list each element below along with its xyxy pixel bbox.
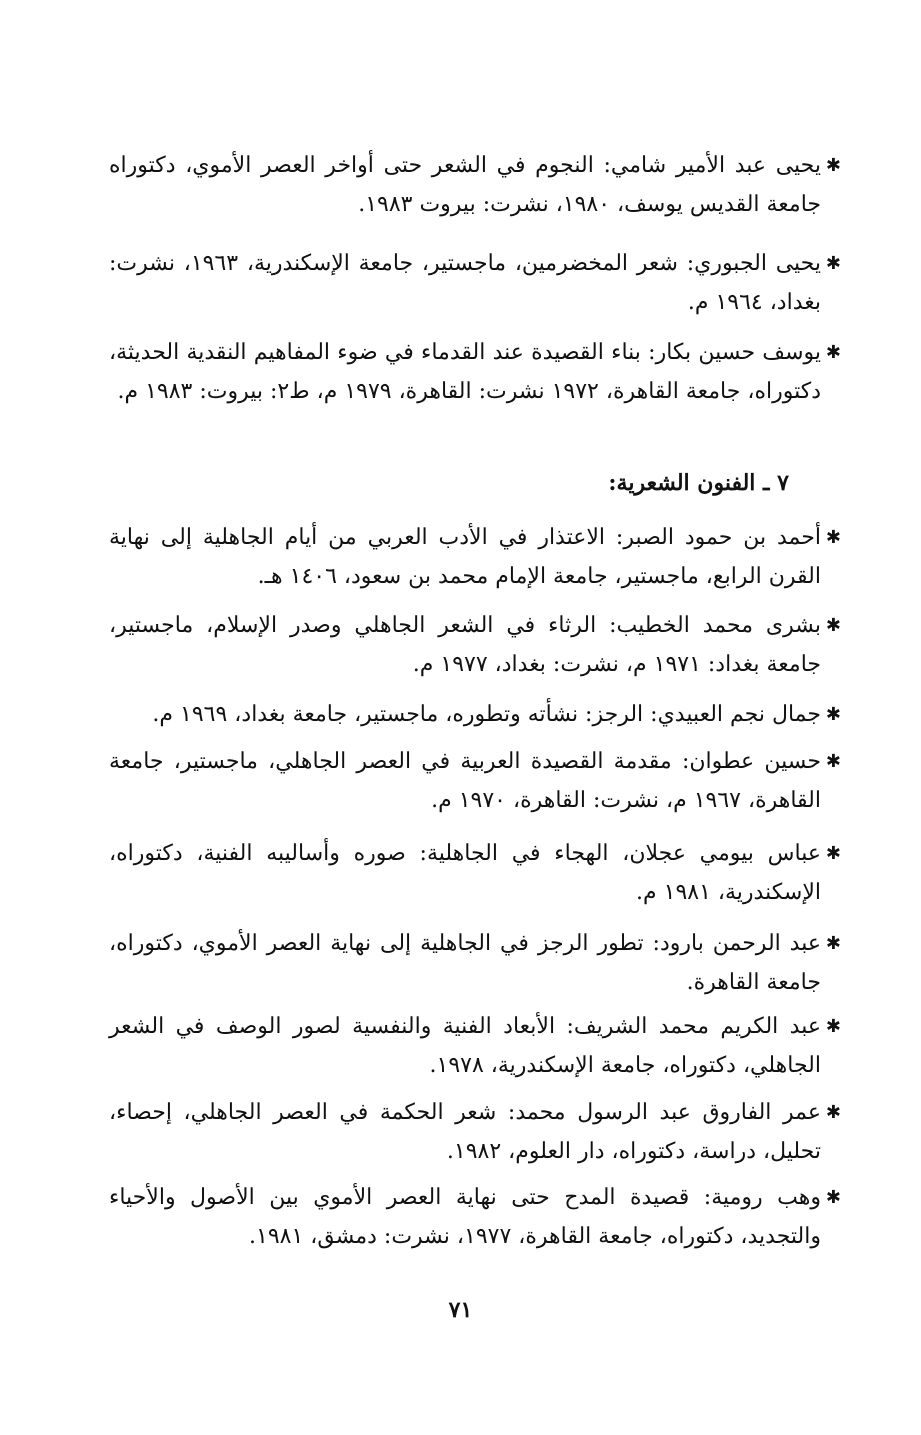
entry-text: عبد الكريم محمد الشريف: الأبعاد الفنية والنفسية لصور الوصف في الشعر الجاهلي، دكتوراه، جامعة الإسكندرية، ١٩٧٨. [109,1014,821,1078]
entry-text: بشرى محمد الخطيب: الرثاء في الشعر الجاهلي وصدر الإسلام، ماجستير، جامعة بغداد: ١٩٧١ م، نشرت: بغداد، ١٩٧٧ م. [109,613,821,677]
bibliography-entry [109,695,841,734]
bibliography-entry [109,146,841,224]
bullet-icon: ✱ [825,155,841,176]
bullet-icon: ✱ [825,843,841,864]
entry-text: جمال نجم العبيدي: الرجز: نشأته وتطوره، ماجستير، جامعة بغداد، ١٩٦٩ م. [152,702,821,727]
entry-text: أحمد بن حمود الصبر: الاعتذار في الأدب العربي من أيام الجاهلية إلى نهاية القرن الرابع، ماجستير، جامعة الإمام محمد بن سعود، ١٤٠٦ هـ. [109,525,821,589]
page-number: ٧١ [448,1297,473,1323]
bullet-icon: ✱ [825,751,841,772]
entry-text: يحيى عبد الأمير شامي: النجوم في الشعر حتى أواخر العصر الأموي، دكتوراه جامعة القديس يوسف، ١٩٨٠، نشرت: بيروت ١٩٨٣. [109,153,821,217]
bullet-icon: ✱ [825,933,841,954]
bullet-icon: ✱ [825,615,841,636]
entry-text: يحيى الجبوري: شعر المخضرمين، ماجستير، جامعة الإسكندرية، ١٩٦٣، نشرت: بغداد، ١٩٦٤ م. [109,251,821,315]
bullet-icon: ✱ [825,527,841,548]
bibliography-entry [109,333,841,411]
bibliography-entry [109,1007,841,1085]
bullet-icon: ✱ [825,253,841,274]
entry-text: يوسف حسين بكار: بناء القصيدة عند القدماء في ضوء المفاهيم النقدية الحديثة، دكتوراه، جامعة القاهرة، ١٩٧٢ نشرت: القاهرة، ١٩٧٩ م، ط٢: بيروت: ١٩٨٣ م. [109,340,821,404]
bibliography-entry [109,606,841,684]
bibliography-entry [109,1093,841,1171]
bibliography-entry [109,244,841,322]
bibliography-entry [109,834,841,912]
bullet-icon: ✱ [825,1016,841,1037]
bibliography-entry [109,742,841,820]
section-heading: ٧ ـ الفنون الشعرية: [608,470,789,496]
entry-text: حسين عطوان: مقدمة القصيدة العربية في العصر الجاهلي، ماجستير، جامعة القاهرة، ١٩٦٧ م، نشرت: القاهرة، ١٩٧٠ م. [109,749,821,813]
bullet-icon: ✱ [825,704,841,725]
bibliography-entry [109,924,841,1002]
bibliography-entry [109,518,841,596]
bibliography-entry [109,1178,841,1256]
bullet-icon: ✱ [825,342,841,363]
bullet-icon: ✱ [825,1187,841,1208]
bullet-icon: ✱ [825,1102,841,1123]
entry-text: عباس بيومي عجلان، الهجاء في الجاهلية: صوره وأساليبه الفنية، دكتوراه، الإسكندرية، ١٩٨١ م. [109,841,821,905]
entry-text: عمر الفاروق عبد الرسول محمد: شعر الحكمة في العصر الجاهلي، إحصاء، تحليل، دراسة، دكتوراه، دار العلوم، ١٩٨٢. [109,1100,821,1164]
entry-text: عبد الرحمن بارود: تطور الرجز في الجاهلية إلى نهاية العصر الأموي، دكتوراه، جامعة القاهرة. [109,931,821,995]
entry-text: وهب رومية: قصيدة المدح حتى نهاية العصر الأموي بين الأصول والأحياء والتجديد، دكتوراه، جامعة القاهرة، ١٩٧٧، نشرت: دمشق، ١٩٨١. [109,1185,821,1249]
